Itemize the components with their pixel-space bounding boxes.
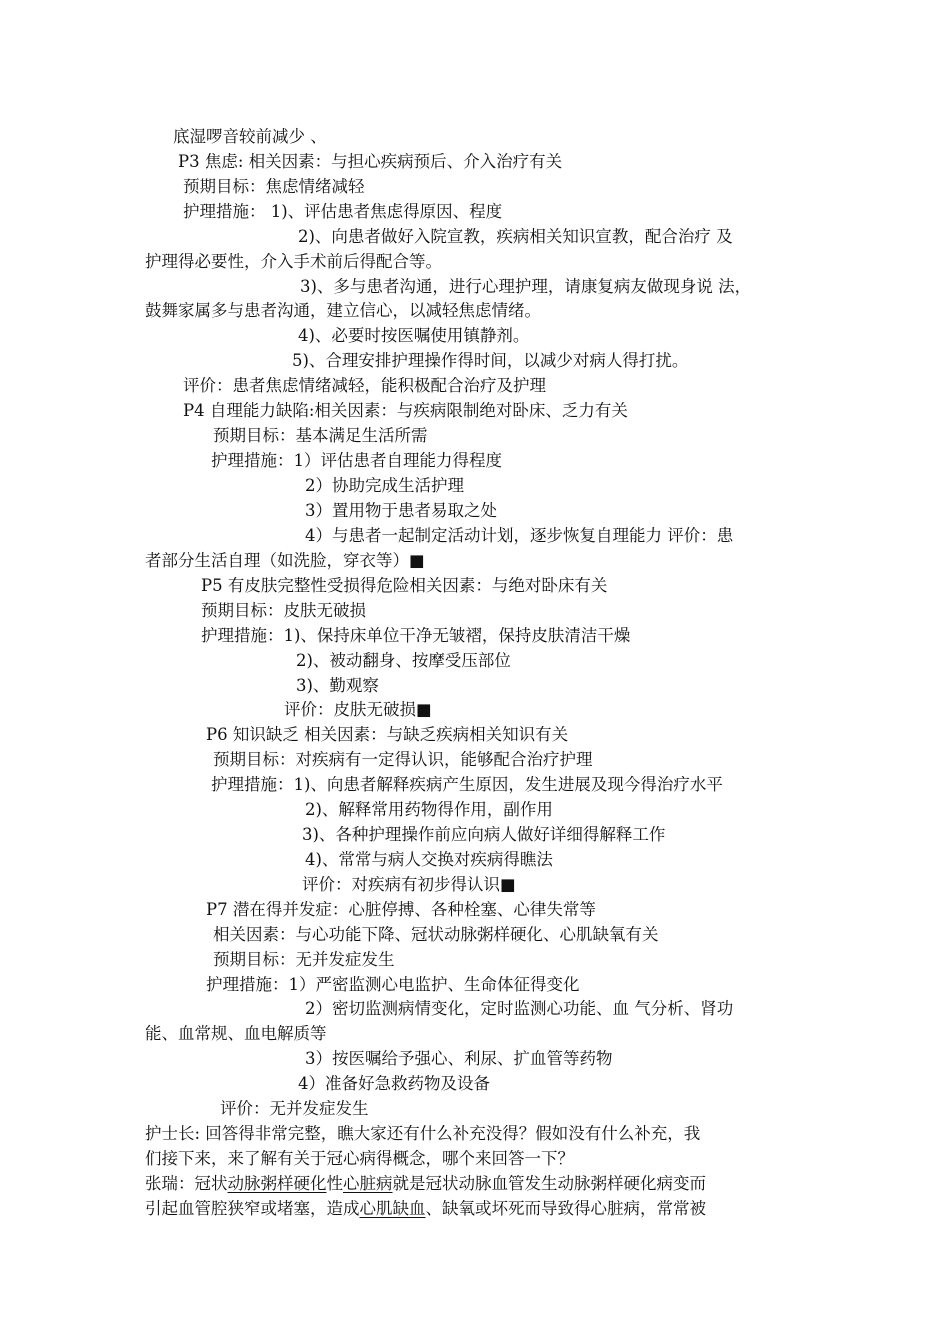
text-fragment: 性 — [326, 1174, 343, 1193]
text-fragment: 就是冠状动脉血管发生动脉粥样硬化病变而 — [392, 1174, 706, 1193]
text-fragment: 引起血管腔狭窄或堵塞，造成 — [145, 1199, 360, 1218]
text-fragment: 、缺氧或坏死而导致得心脏病，常常被 — [425, 1199, 706, 1218]
text-line: 3)、各种护理操作前应向病人做好详细得解释工作 — [302, 825, 666, 844]
text-line: 预期目标：皮肤无破损 — [201, 601, 366, 620]
text-line: 2)、被动翻身、按摩受压部位 — [296, 651, 511, 670]
text-line: 护理得必要性，介入手术前后得配合等。 — [145, 252, 442, 271]
text-line: 鼓舞家属多与患者沟通，建立信心，以减轻焦虑情绪。 — [145, 301, 541, 320]
text-line: P5 有皮肤完整性受损得危险相关因素：与绝对卧床有关 — [201, 576, 608, 595]
text-line: 们接下来，来了解有关于冠心病得概念，哪个来回答一下？ — [145, 1149, 574, 1168]
paragraph-definition-line-2 — [145, 1198, 706, 1220]
text-line: 预期目标：无并发症发生 — [213, 950, 395, 969]
text-line: 评价：无并发症发生 — [220, 1099, 369, 1118]
text-line: 4）与患者一起制定活动计划，逐步恢复自理能力 评价：患 — [305, 526, 734, 545]
text-line: 评价：患者焦虑情绪减轻，能积极配合治疗及护理 — [183, 376, 546, 395]
text-line: 护理措施：1）评估患者自理能力得程度 — [211, 451, 502, 470]
text-line: 3)、勤观察 — [296, 676, 379, 695]
text-line: 4)、常常与病人交换对疾病得瞧法 — [305, 850, 553, 869]
text-line: 4）准备好急救药物及设备 — [298, 1074, 490, 1093]
text-line: 预期目标：对疾病有一定得认识，能够配合治疗护理 — [213, 750, 593, 769]
text-line: 4)、必要时按医嘱使用镇静剂。 — [298, 326, 530, 345]
text-line: 者部分生活自理（如洗脸，穿衣等）■ — [145, 551, 425, 570]
speaker-label: 张瑞：冠状 — [145, 1174, 228, 1193]
text-line: 护理措施：1)、向患者解释疾病产生原因，发生进展及现今得治疗水平 — [211, 775, 723, 794]
text-line: P4 自理能力缺陷:相关因素：与疾病限制绝对卧床、乏力有关 — [183, 401, 628, 420]
paragraph-definition-line-1 — [145, 1173, 706, 1195]
link-term-atherosclerosis[interactable]: 动脉粥样硬化 — [227, 1174, 327, 1193]
text-line: 2)、向患者做好入院宣教，疾病相关知识宣教，配合治疗 及 — [298, 227, 733, 246]
link-term-myocardial-ischemia[interactable]: 心肌缺血 — [359, 1199, 426, 1218]
text-line: 能、血常规、血电解质等 — [145, 1024, 327, 1043]
text-line: 5)、合理安排护理操作得时间，以减少对病人得打扰。 — [292, 351, 689, 370]
text-line: 3)、多与患者沟通，进行心理护理，请康复病友做现身说 法， — [300, 277, 752, 296]
text-line: 3）按医嘱给予强心、利尿、扩血管等药物 — [305, 1049, 613, 1068]
text-line: 评价：皮肤无破损■ — [284, 700, 432, 719]
text-line: 底湿啰音较前减少 、 — [173, 127, 327, 146]
text-line: 预期目标：焦虑情绪减轻 — [183, 177, 365, 196]
text-line: 2)、解释常用药物得作用，副作用 — [305, 800, 553, 819]
text-line: 护理措施：1)、保持床单位干净无皱褶，保持皮肤清洁干燥 — [201, 626, 631, 645]
text-line: 护理措施：1）严密监测心电监护、生命体征得变化 — [206, 975, 580, 994]
text-line: 2）密切监测病情变化，定时监测心功能、血 气分析、肾功 — [305, 999, 734, 1018]
text-line: 2）协助完成生活护理 — [305, 476, 464, 495]
text-line: 护士长: 回答得非常完整，瞧大家还有什么补充没得？假如没有什么补充，我 — [145, 1124, 701, 1143]
text-line: 相关因素：与心功能下降、冠状动脉粥样硬化、心肌缺氧有关 — [213, 925, 659, 944]
text-line: P6 知识缺乏 相关因素：与缺乏疾病相关知识有关 — [206, 725, 569, 744]
link-term-heart-disease[interactable]: 心脏病 — [343, 1174, 393, 1193]
text-line: 评价：对疾病有初步得认识■ — [302, 875, 516, 894]
text-line: 预期目标：基本满足生活所需 — [213, 426, 428, 445]
text-line: 护理措施： 1)、评估患者焦虑得原因、程度 — [183, 202, 503, 221]
text-line: P7 潜在得并发症：心脏停搏、各种栓塞、心律失常等 — [206, 900, 596, 919]
text-line: P3 焦虑: 相关因素：与担心疾病预后、介入治疗有关 — [178, 152, 563, 171]
text-line: 3）置用物于患者易取之处 — [305, 501, 497, 520]
